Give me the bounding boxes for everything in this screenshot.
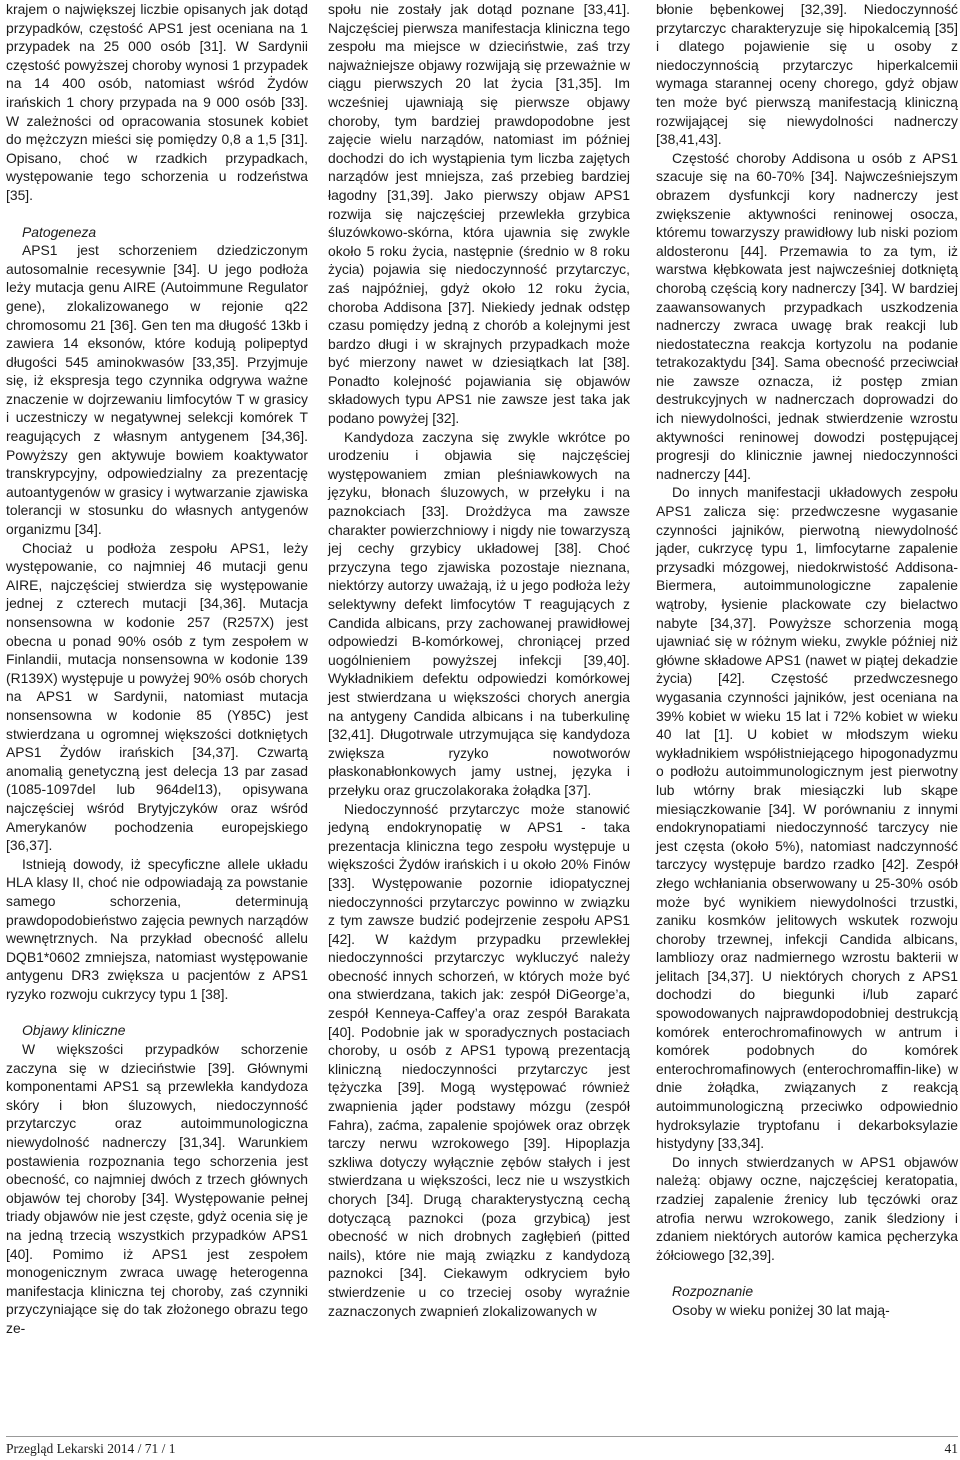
paragraph: Kandydoza zaczyna się zwykle wkrótce po urodzeniu i objawia się najczęściej występowaniem zmian pleśniawkowych na języku, błonach śluzowych, w przełyku i na paznokciach [33]. Drożdżyca ma zawsze charakter powierzchniowy i nigdy nie towarzyszą jej cechy grzybicy układowej [38]. Choć przyczyna tego zjawiska pozostaje nieznana, niektórzy autorzy uważają, iż u jego podłoża leży selektywny defekt limfocytów T reagujących z Candida albicans, przy zachowanej prawidłowej odpowiedzi B-komórkowej, chroniącej przed uogólnieniem powyższej infekcji [39,40]. Wykładnikiem defektu odpowiedzi komórkowej jest stwierdzana u większości chorych anergia na antygeny Candida albicans i na tuberkulinę [32,41]. Długotrwale utrzymująca się kandydoza zwiększa ryzyko nowotworów płaskonabłonkowych jamy ustnej, języka i przełyku oraz gruczolakoraka żołądka [37]. xyxy=(328,428,630,798)
section-heading: Patogeneza xyxy=(22,223,97,240)
footer-divider xyxy=(6,1436,958,1437)
paragraph: błonie bębenkowej [32,39]. Niedoczynność przytarczyc charakteryzuje się hipokalcemią [35] i dlatego pojawienie się u osoby z niedoczynnością przytarczyc hiperkalcemii wymaga starannej oceny chorego, gdyż objaw ten może być pierwszą manifestacją kliniczną rozwijającej się niewydolności nadnerczy [38,41,43]. xyxy=(656,1,958,148)
paragraph: Do innych manifestacji układowych zespołu APS1 zalicza się: przedwczesne wygasanie czynności jajników, pierwotną niewydolność jąder, cukrzycę typu 1, limfocytarne zapalenie przysadki mózgowej, niedokrwistość Addisona-Biermera, autoimmunologiczne zapalenie wątroby, łysienie plackowate czy bielactwo nabyte [34,37]. Powyższe schorzenia mogą ujawniać się w różnym wieku, zwykle później niż główne składowe APS1 (nawet w piątej dekadzie życia) [42]. Częstość przedwczesnego wygasania czynności jajników, jest oceniana na 39% kobiet w wieku 15 lat i 72% kobiet w wieku 40 lat [1]. U kobiet w młodszym wieku wykładnikiem współistniejącego hipogonadyzmu o podłożu autoimmunologicznym jest pierwotny lub wtórny brak miesiączki lub skąpe miesiączkowanie [34]. W porównaniu z innymi endokrynopatiami niedoczynność tarczycy nie jest częsta (około 5%), natomiast nadczynność tarczycy występuje bardzo rzadko [42]. Zespół złego wchłaniania obserwowany u 25-30% osób może być wynikiem niewydolności trzustki, zaniku kosmków jelitowych wskutek rozwoju choroby trzewnej, infekcji Candida albicans, lambliozy oraz nadmiernego wzrostu bakterii w jelitach [34,37]. U niektórych chorych z APS1 dochodzi do biegunki i/lub zaparć spowodowanych najprawdopodobniej destrukcją komórek enterochromafinowych w antrum i komórek podobnych do komórek enterochromafinowych (enterochromaffin-like) w dnie żołądka, związanych z reakcją autoimmunologiczną przeciwko odpowiednio hydroksylazie tryptofanu i dekarboksylazie histydyny [33,34]. xyxy=(656,484,958,1152)
paragraph: Częstość choroby Addisona u osób z APS1 szacuje się na 60-70% [34]. Najwcześniejszym obrazem dysfunkcji kory nadnerczy jest zwiększenie aktywności reninowej osocza, któremu towarzyszy prawidłowy lub niski poziom aldosteronu [44]. Przemawia to za tym, iż warstwa kłębkowata jest najwcześniej dotkniętą chorobą częścią kory nadnerczy [34]. W bardziej zaawansowanych przypadkach uszkodzenia nadnerczy zwraca uwagę brak reakcji lub niedostateczna reakcja kortyzolu na podanie tetrakozaktydu [34]. Sama obecność przeciwciał nie zawsze oznacza, iż postęp zmian destrukcyjnych w nadnerczach doprowadzi do ich niewydolności, jednak stwierdzenie wzrostu aktywności reninowej dowodzi postępującej progresji do klinicznie jawnej niedoczynności nadnerczy [44]. xyxy=(656,149,958,482)
text-column-2 xyxy=(328,0,630,1320)
page-footer xyxy=(6,1441,958,1459)
paragraph: Do innych stwierdzanych w APS1 objawów należą: objawy oczne, najczęściej keratopatia, rzadziej zapalenie źrenicy lub tęczówki oraz atrofia nerwu wzrokowego, zanik śledziony i zdaniem niektórych autorów kamica pęcherzyka żółciowego [32,39]. xyxy=(656,1153,958,1263)
text-column-1 xyxy=(6,0,308,1338)
paragraph: W większości przypadków schorzenie zaczyna się w dzieciństwie [39]. Głównymi komponentami APS1 są przewlekła kandydoza skóry i błon śluzowych, niedoczynność przytarczyc oraz autoimmunologiczna niewydolność nadnerczy [31,34]. Warunkiem postawienia rozpoznania tego schorzenia jest obecność, co najmniej dwóch z trzech głównych objawów tej choroby [34]. Występowanie pełnej triady objawów nie jest częste, gdyż ocenia się je na jedną trzecią wszystkich przypadków APS1 [40]. Pomimo iż APS1 jest zespołem monogenicznym zwraca uwagę heterogenna manifestacja kliniczna tej choroby, zaś czynniki przyczyniające się do tak złożonego obrazu tego ze- xyxy=(6,1041,308,1336)
section-heading: Rozpoznanie xyxy=(672,1283,754,1300)
paragraph: krajem o największej liczbie opisanych jak dotąd przypadków, częstość APS1 jest oceniana na 1 przypadek na 25 000 osób [31]. W Sardynii częstość powyższej choroby wynosi 1 przypadek na 14 400 osób, natomiast wśród Żydów irańskich 1 chory przypada na 9 000 osób [33]. W zależności od opracowania stosunek kobiet do mężczyzn mieści się pomiędzy 0,8 a 1,5 [31]. Opisano, choć w rzadkich przypadkach, występowanie tego schorzenia u rodzeństwa [35]. xyxy=(6,1,308,203)
paragraph: społu nie zostały jak dotąd poznane [33,41]. Najczęściej pierwsza manifestacja kliniczna tego zespołu ma miejsce w dzieciństwie, zaś trzy najważniejsze objawy rozwijają się przeważnie w ciągu pierwszych 20 lat życia [31,35]. Im wcześniej ujawniają się pierwsze objawy choroby, tym bardziej prawdopodobne jest zajęcie wielu narządów, natomiast im później dochodzi do ich wystąpienia tym liczba zajętych narządów jest mniejsza, zaś przebieg bardziej łagodny [31,39]. Jako pierwszy objaw APS1 rozwija się najczęściej przewlekła grzybica śluzówkowo-skórna, która ujawnia się zwykle około 5 roku życia, następnie (średnio w 8 roku życia) pojawia się niedoczynność przytarczyc, zaś najpóźniej, gdyż około 12 roku życia, choroba Addisona [37]. Niekiedy jednak odstęp czasu pomiędzy jedną z chorób a kolejnymi jest bardzo długi i w skrajnych przypadkach może być mierzony nawet w dziesiątkach lat [38]. Ponadto kolejność pojawiania się objawów składowych typu APS1 nie zawsze jest taka jak podano powyżej [32]. xyxy=(328,1,630,427)
page-number: 41 xyxy=(944,1441,958,1456)
paragraph: Chociaż u podłoża zespołu APS1, leży występowanie, co najmniej 46 mutacji genu AIRE, najczęściej stwierdza się występowanie jednej z czterech mutacji [34,36]. Mutacja nonsensowna w kodonie 257 (R257X) jest obecna u ponad 90% osób z tym zespołem w Finlandii, mutacja nonsensowna w kodonie 139 (R139X) występuje u powyżej 90% osób chorych na APS1 w Sardynii, natomiast mutacja nonsensowna w kodonie 85 (Y85C) jest stwierdzana u ogromnej większości dotkniętych APS1 Żydów irańskich [34,37]. Czwartą anomalią genetyczną jest delecja 13 par zasad (1085-1097del lub 964del13), opisywana najczęściej wśród Brytyjczyków oraz wśród Amerykanów pochodzenia europejskiego [36,37]. xyxy=(6,539,308,854)
paragraph: Istnieją dowody, iż specyficzne allele układu HLA klasy II, choć nie odpowiadają za powstanie samego schorzenia, determinują prawdopodobieństwo zajęcia pewnych narządów wewnętrznych. Na przykład obecność allelu DQB1*0602 zmniejsza, natomiast występowanie antygenu DR3 zwiększa u pacjentów z APS1 ryzyko rozwoju cukrzycy typu 1 [38]. xyxy=(6,855,308,1002)
text-column-3 xyxy=(656,0,958,1320)
journal-citation: Przegląd Lekarski 2014 / 71 / 1 xyxy=(6,1441,176,1456)
section-heading: Objawy kliniczne xyxy=(22,1022,126,1039)
paragraph: Osoby w wieku poniżej 30 lat mają- xyxy=(672,1301,890,1318)
paragraph: Niedoczynność przytarczyc może stanowić jedyną endokrynopatię w APS1 - taka prezentacja kliniczna tego zespołu występuje u większości Żydów irańskich i u około 20% Finów [33]. Występowanie pozornie idiopatycznej niedoczynności przytarczyc powinno w związku z tym zawsze budzić podejrzenie zespołu APS1 [42]. W każdym przypadku przewlekłej niedoczynności przytarczyc wykluczyć należy obecność innych schorzeń, w których może być ona stwierdzana, takich jak: zespół DiGeorge’a, zespół Kenneya-Caffey’a oraz zespół Barakata [40]. Podobnie jak w sporadycznych postaciach choroby, u osób z APS1 typową prezentacją kliniczną niedoczynności przytarczyc jest tężyczka [39]. Mogą występować również zwapnienia jąder podstawy mózgu (zespół Fahra), zaćma, zapalenie spojówek oraz obrzęk tarczy nerwu wzrokowego [39]. Hipoplazja szkliwa dotyczy wyłącznie zębów stałych i jest stwierdzana u większości, lecz nie u wszystkich chorych [34]. Drugą charakterystyczną cechą dotyczącą paznokci (poza grzybicą) jest obecność w nich drobnych zagłębień (pitted nails), które nie mają związku z kandydozą paznokci [34]. Ciekawym odkryciem było stwierdzenie u co trzeciej osoby wyraźnie zaznaczonych zwapnień zlokalizowanych w xyxy=(328,800,630,1319)
paragraph: APS1 jest schorzeniem dziedziczonym autosomalnie recesywnie [34]. U jego podłoża leży mutacja genu AIRE (Autoimmune Regulator gene), zlokalizowanego w rejonie q22 chromosomu 21 [36]. Gen ten ma długość 13kb i zawiera 14 eksonów, które kodują polipeptyd długości 545 aminokwasów [33,35]. Przyjmuje się, iż ekspresja tego czynnika odgrywa ważne znaczenie w dojrzewaniu limfocytów T w grasicy i uczestniczy w negatywnej selekcji komórek T reagujących z własnym antygenem [34,36]. Powyższy gen aktywuje bowiem koaktywator transkrypcyjny, odpowiedzialny za prezentację autoantygenów w grasicy i wytwarzanie zjawiska tolerancji w stosunku do własnych antygenów organizmu [34]. xyxy=(6,242,308,538)
